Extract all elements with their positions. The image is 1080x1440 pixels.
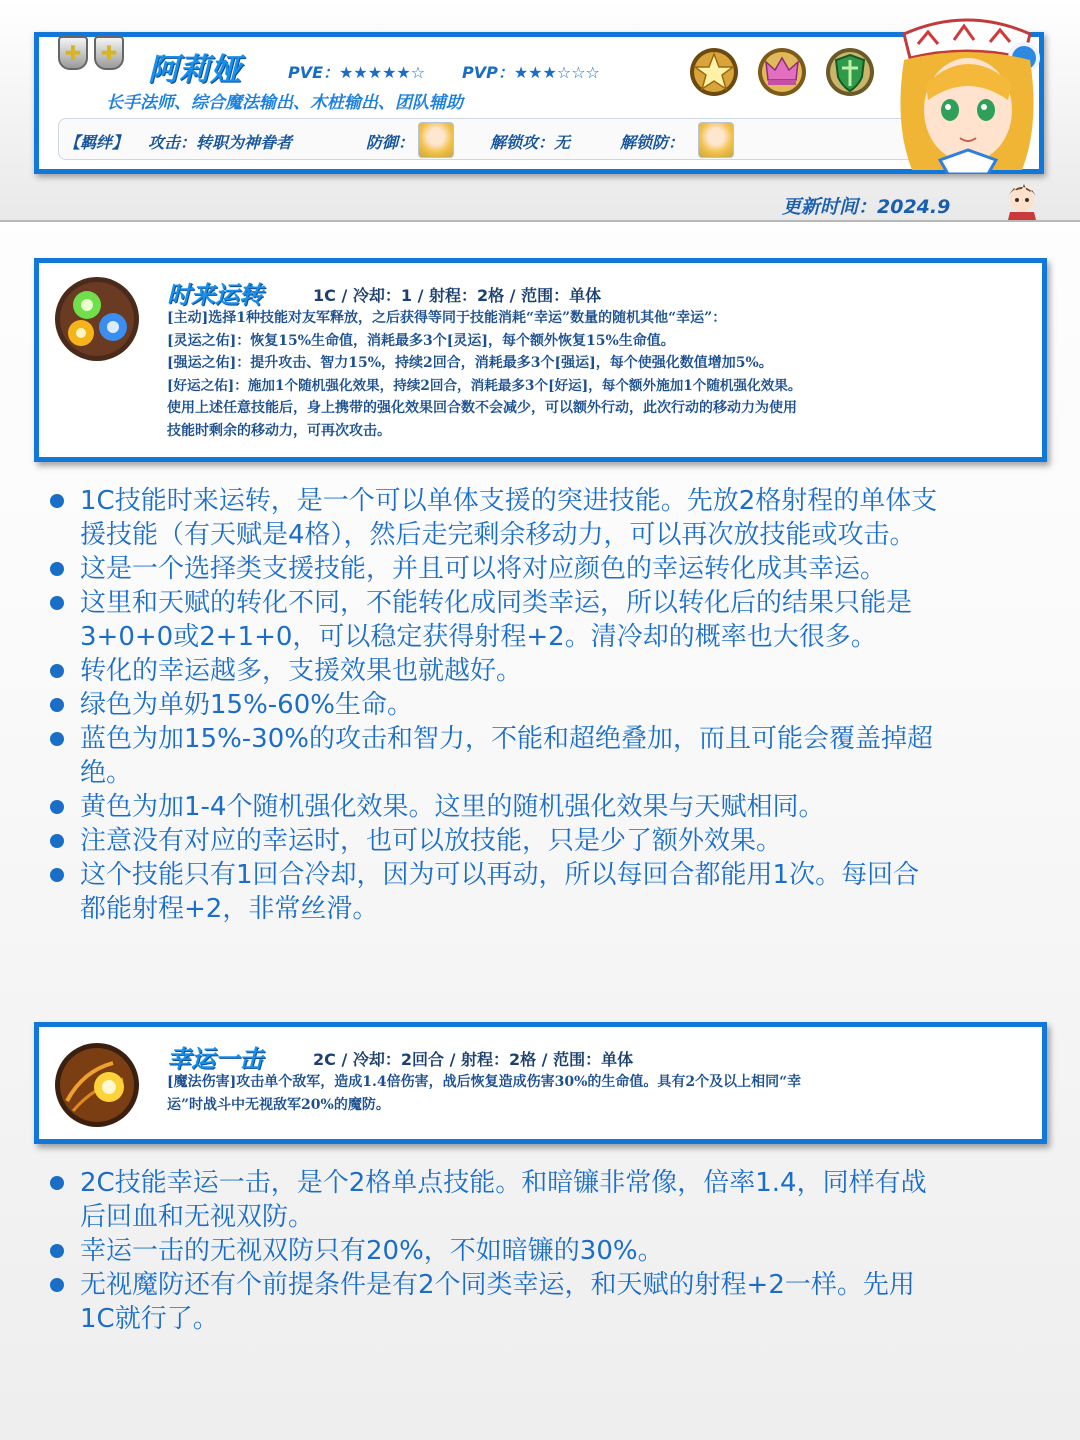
- character-roles: 长手法师、综合魔法输出、木桩输出、团队辅助: [106, 93, 463, 113]
- note-item: 这是一个选择类支援技能，并且可以将对应颜色的幸运转化成其幸运。: [50, 552, 1040, 586]
- skill-meta: 2C / 冷却：2回合 / 射程：2格 / 范围：单体: [313, 1050, 634, 1069]
- note-item: 这个技能只有1回合冷却，因为可以再动，所以每回合都能用1次。每回合 都能射程+2，非常丝滑。: [50, 858, 1040, 926]
- green-shield-medal-icon: [824, 46, 876, 98]
- luck-orbs-skill-icon: [53, 275, 141, 363]
- skill-meta: 1C / 冷却：1 / 射程：2格 / 范围：单体: [313, 286, 602, 305]
- pvp-rating: PVP：★★★☆☆☆: [462, 63, 600, 82]
- bond-unlock-defense-avatar: [698, 122, 734, 158]
- note-item: 无视魔防还有个前提条件是有2个同类幸运，和天赋的射程+2一样。先用 1C就行了。: [50, 1268, 1040, 1336]
- skill-2-notes: [50, 1166, 1040, 1336]
- bond-unlock-attack: 解锁攻：无: [490, 133, 571, 152]
- skill-desc-line: [魔法伤害]攻击单个敌军，造成1.4倍伤害，战后恢复造成伤害30%的生命值。具有2个及以上相同“幸: [167, 1074, 802, 1090]
- pve-rating: PVE：★★★★★☆: [288, 63, 426, 82]
- class-badges: [58, 36, 124, 70]
- note-item: 这里和天赋的转化不同，不能转化成同类幸运，所以转化后的结果只能是 3+0+0或2+1+0，可以稳定获得射程+2。清冷却的概率也大很多。: [50, 586, 1040, 654]
- skill-desc-line: 运”时战斗中无视敌军20%的魔防。: [167, 1096, 390, 1113]
- bond-unlock-defense: 解锁防：: [620, 133, 685, 152]
- skill-card-1: [34, 258, 1047, 462]
- skill-description: [167, 307, 1047, 442]
- character-portrait: [884, 14, 1050, 174]
- plus-badge-icon: ✚: [94, 36, 124, 70]
- note-item: 转化的幸运越多，支援效果也就越好。: [50, 654, 1040, 688]
- note-item: 注意没有对应的幸运时，也可以放技能，只是少了额外效果。: [50, 824, 1040, 858]
- gold-star-medal-icon: [688, 46, 740, 98]
- bond-defense-avatar: [418, 122, 454, 158]
- skill-name: 幸运一击: [167, 1045, 263, 1073]
- skill-desc-line: 技能时剩余的移动力，可再次攻击。: [167, 422, 391, 439]
- skill-desc-line: [好运之佑]：施加1个随机强化效果，持续2回合，消耗最多3个[好运]，每个额外施加1个随机强化效果。: [167, 377, 802, 394]
- pink-crown-medal-icon: [756, 46, 808, 98]
- skill-description: [167, 1071, 1047, 1116]
- update-time: 更新时间：2024.9: [782, 196, 951, 218]
- skill-card-2: [34, 1022, 1047, 1144]
- note-item: 2C技能幸运一击，是个2格单点技能。和暗镰非常像，倍率1.4，同样有战 后回血和无视双防。: [50, 1166, 1040, 1234]
- bond-tag: 【羁绊】: [64, 133, 129, 152]
- bond-defense: 防御：: [366, 133, 415, 152]
- character-name: 阿莉娅: [148, 52, 241, 88]
- skill-desc-line: 使用上述任意技能后，身上携带的强化效果回合数不会减少，可以额外行动，此次行动的移动力为使用: [167, 400, 797, 416]
- mascot-chibi: [1002, 178, 1042, 220]
- plus-badge-icon: ✚: [58, 36, 88, 70]
- skill-1-notes: [50, 484, 1040, 926]
- note-item: 蓝色为加15%-30%的攻击和智力，不能和超绝叠加，而且可能会覆盖掉超 绝。: [50, 722, 1040, 790]
- note-item: 幸运一击的无视双防只有20%，不如暗镰的30%。: [50, 1234, 1040, 1268]
- bond-attack: 攻击：转职为神眷者: [148, 133, 293, 152]
- skill-desc-line: [强运之佑]：提升攻击、智力15%，持续2回合，消耗最多3个[强运]，每个使强化数值增加5%。: [167, 355, 773, 371]
- lucky-strike-skill-icon: [53, 1041, 141, 1129]
- skill-desc-line: [灵运之佑]：恢复15%生命值，消耗最多3个[灵运]，每个额外恢复15%生命值。: [167, 332, 675, 349]
- skill-name: 时来运转: [167, 281, 263, 309]
- note-item: 绿色为单奶15%-60%生命。: [50, 688, 1040, 722]
- note-item: 黄色为加1-4个随机强化效果。这里的随机强化效果与天赋相同。: [50, 790, 1040, 824]
- skill-desc-line: [主动]选择1种技能对友军释放，之后获得等同于技能消耗“幸运”数量的随机其他“幸运”：: [167, 310, 727, 326]
- note-item: 1C技能时来运转，是一个可以单体支援的突进技能。先放2格射程的单体支 援技能（有天赋是4格），然后走完剩余移动力，可以再次放技能或攻击。: [50, 484, 1040, 552]
